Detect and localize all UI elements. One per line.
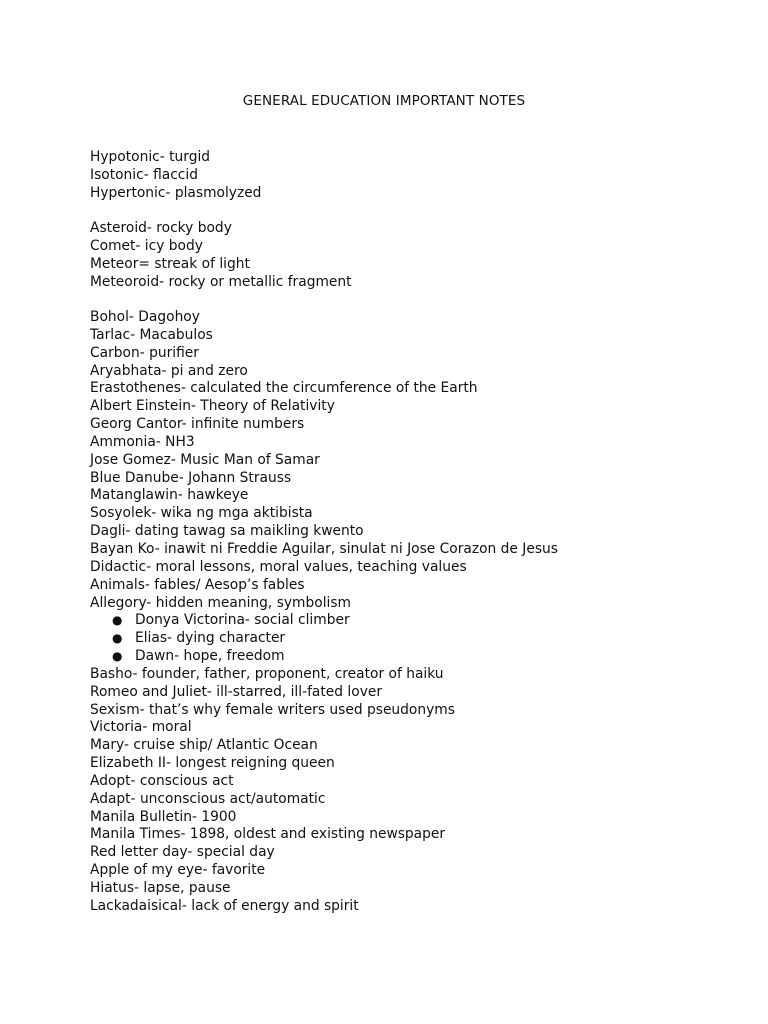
note-line: Apple of my eye- favorite — [90, 862, 266, 879]
note-line: Asteroid- rocky body — [90, 220, 232, 236]
note-line: Manila Bulletin- 1900 — [90, 808, 237, 825]
note-line: Jose Gomez- Music Man of Samar — [90, 451, 320, 468]
bullet-icon: ● — [112, 631, 123, 646]
note-line: Animals- fables/ Aesop’s fables — [90, 576, 305, 593]
note-line: Didactic- moral lessons, moral values, teaching values — [90, 558, 467, 575]
document-title: GENERAL EDUCATION IMPORTANT NOTES — [242, 93, 526, 109]
note-line: Tarlac- Macabulos — [90, 326, 213, 343]
note-line: Romeo and Juliet- ill-starred, ill-fated lover — [90, 683, 383, 700]
bullet-text: Dawn- hope, freedom — [135, 648, 285, 665]
note-line: Hypertonic- plasmolyzed — [90, 184, 262, 201]
note-line: Isotonic- flaccid — [90, 166, 198, 183]
bullet-text: Donya Victorina- social climber — [135, 612, 350, 629]
note-line: Manila Times- 1898, oldest and existing newspaper — [90, 826, 446, 843]
note-line: Matanglawin- hawkeye — [90, 487, 249, 504]
note-line: Dagli- dating tawag sa maikling kwento — [90, 523, 364, 540]
bullet-text: Elias- dying character — [135, 630, 286, 647]
note-line: Blue Danube- Johann Strauss — [90, 469, 292, 486]
note-line: Sosyolek- wika ng mga aktibista — [90, 505, 313, 522]
notes-group-osmosis — [90, 149, 730, 203]
note-line: Georg Cantor- infinite numbers — [90, 416, 305, 433]
note-line: Bayan Ko- inawit ni Freddie Aguilar, sinulat ni Jose Corazon de Jesus — [90, 540, 558, 557]
note-line: Erastothenes- calculated the circumference of the Earth — [90, 380, 478, 397]
note-line: Allegory- hidden meaning, symbolism — [90, 594, 351, 611]
note-line: Carbon- purifier — [90, 344, 199, 361]
note-line: Basho- founder, father, proponent, creator of haiku — [90, 665, 444, 682]
note-line: Red letter day- special day — [90, 844, 275, 861]
note-line: Meteoroid- rocky or metallic fragment — [90, 273, 352, 290]
note-line: Lackadaisical- lack of energy and spirit — [90, 897, 359, 914]
bullet-item — [90, 630, 730, 648]
notes-group-general — [90, 309, 730, 916]
bullet-item — [90, 612, 730, 630]
note-line: Ammonia- NH3 — [90, 433, 195, 450]
bullet-icon: ● — [112, 649, 123, 664]
note-line: Hiatus- lapse, pause — [90, 880, 231, 896]
note-line: Meteor= streak of light — [90, 255, 250, 272]
note-line: Victoria- moral — [90, 719, 192, 736]
note-line: Adapt- unconscious act/automatic — [90, 790, 326, 807]
bullet-item — [90, 648, 730, 666]
note-line: Mary- cruise ship/ Atlantic Ocean — [90, 737, 318, 754]
note-line: Sexism- that’s why female writers used pseudonyms — [90, 701, 455, 718]
note-line: Bohol- Dagohoy — [90, 309, 200, 325]
notes-group-space-objects — [90, 220, 730, 291]
note-line: Hypotonic- turgid — [90, 149, 211, 165]
note-line: Adopt- conscious act — [90, 772, 234, 789]
bullet-icon: ● — [112, 613, 123, 628]
note-line: Albert Einstein- Theory of Relativity — [90, 398, 335, 415]
note-line: Aryabhata- pi and zero — [90, 362, 248, 379]
note-line: Comet- icy body — [90, 237, 203, 254]
note-line: Elizabeth II- longest reigning queen — [90, 755, 335, 772]
